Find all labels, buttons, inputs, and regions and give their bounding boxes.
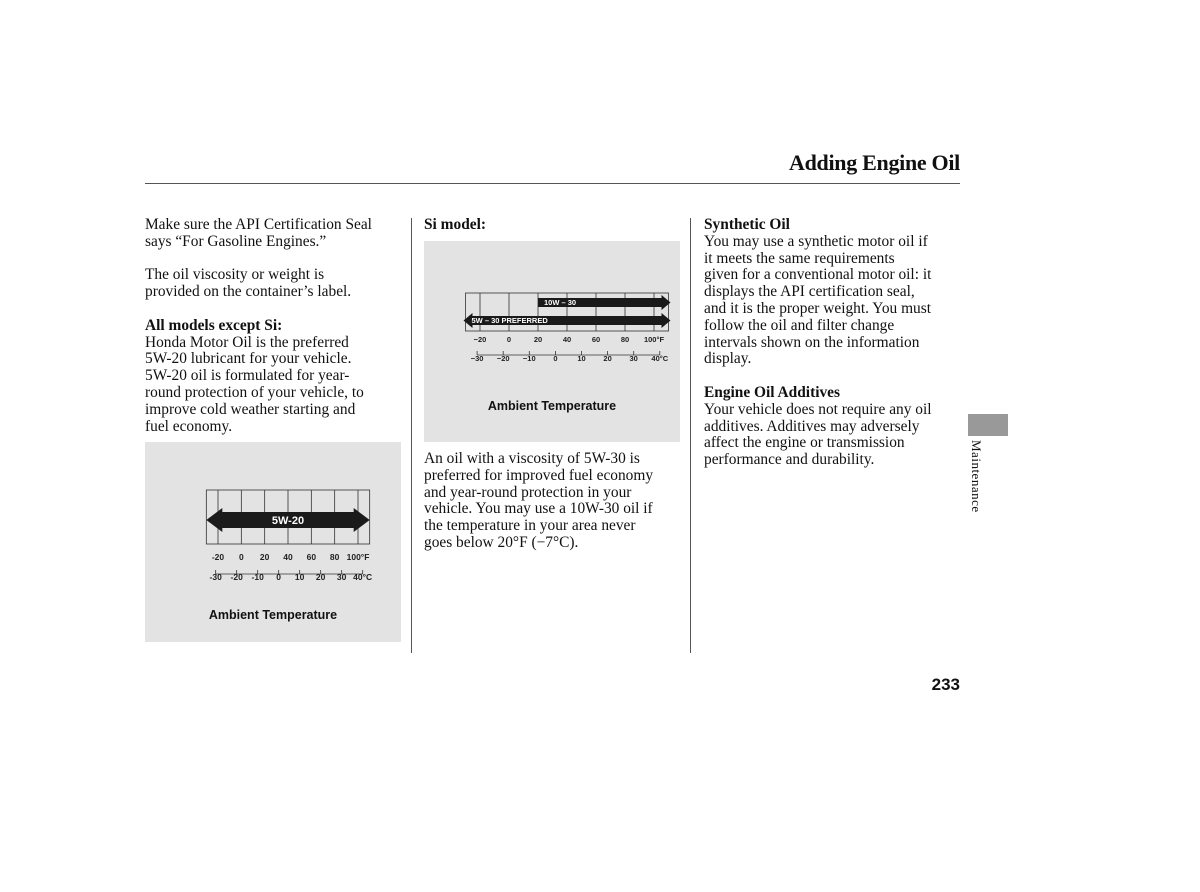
chart-tick-label-f: 0: [506, 335, 512, 344]
page-number: 233: [931, 675, 960, 694]
viscosity-chart-panel: [424, 241, 680, 442]
section-heading: Synthetic Oil: [704, 216, 790, 233]
chart-bar-label: 5W-20: [271, 514, 305, 527]
section-heading: Si model:: [424, 216, 486, 233]
chart-tick-label-c: -30: [209, 572, 222, 582]
paragraph: An oil with a viscosity of 5W-30 is preferred for improved fuel economy and year-round protection in your vehicle. You may use a 10W-30 oil if the temperature in your area never goes below 20°F (−7°C).: [424, 450, 654, 551]
chart-tick-label-c: 30: [629, 354, 638, 363]
chart-tick-label-f: 20: [259, 552, 270, 562]
chart-tick-label-c: 10: [294, 572, 305, 582]
chart-bar-label: 5W – 30 PREFERRED: [471, 316, 548, 326]
chart-tick-label-c: 20: [315, 572, 326, 582]
viscosity-chart-panel: [145, 442, 401, 642]
header-rule: [145, 183, 960, 184]
chart-bar-label: 10W – 30: [544, 298, 577, 308]
chart-tick-label-c: 0: [553, 354, 558, 363]
section-heading: Engine Oil Additives: [704, 383, 840, 401]
section-tab-label: Maintenance: [969, 440, 984, 513]
paragraph: Your vehicle does not require any oil additives. Additives may adversely affect the engine or transmission performance and durability.: [704, 400, 932, 469]
chart-tick-label-f: 60: [591, 335, 601, 344]
chart-tick-label-f: -20: [211, 552, 225, 562]
chart-tick-label-c: 30: [336, 572, 347, 582]
section-tab: [968, 414, 1008, 436]
chart-tick-label-c: 20: [603, 354, 612, 363]
chart-tick-label-f: 40: [283, 552, 293, 562]
paragraph: The oil viscosity or weight is provided on the container’s label.: [145, 266, 352, 301]
chart-tick-label-f: 100°F: [643, 335, 665, 344]
chart-tick-label-c: 10: [577, 354, 586, 363]
column-divider: [690, 218, 691, 653]
column-2-body: [424, 451, 686, 552]
section-heading: All models except Si:: [145, 316, 283, 334]
chart-tick-label-f: 80: [620, 335, 630, 344]
column-1: [145, 217, 405, 435]
chart-tick-label-c: 40°C: [353, 572, 373, 582]
column-3: [704, 217, 964, 469]
chart-tick-label-f: 40: [562, 335, 572, 344]
chart-tick-label-f: −20: [473, 335, 487, 344]
page-title: Adding Engine Oil: [789, 150, 960, 175]
chart-tick-label-c: 40°C: [651, 354, 669, 363]
chart-tick-label-f: 100°F: [346, 552, 370, 562]
paragraph: Honda Motor Oil is the preferred 5W-20 lubricant for your vehicle. 5W-20 oil is formulated for year- round protection of your vehicle, to improve cold weather starting and fuel economy.: [145, 333, 364, 435]
chart-tick-label-f: 0: [238, 552, 244, 562]
chart-tick-label-c: −20: [496, 354, 510, 363]
chart-caption: Ambient Temperature: [208, 608, 338, 622]
column-divider: [411, 218, 412, 653]
chart-tick-label-c: -10: [251, 572, 264, 582]
chart-caption: Ambient Temperature: [487, 399, 617, 413]
paragraph: You may use a synthetic motor oil if it meets the same requirements given for a conventional motor oil: it displays the API certification seal, and it is the proper weight. You must follow the oil and filter change intervals shown on the information display.: [704, 232, 932, 368]
chart-tick-label-c: −30: [470, 354, 484, 363]
chart-tick-label-f: 20: [533, 335, 543, 344]
chart-tick-label-c: −10: [522, 354, 536, 363]
chart-tick-label-c: -20: [230, 572, 243, 582]
paragraph: Make sure the API Certification Seal says “For Gasoline Engines.”: [145, 216, 372, 250]
column-2: [424, 217, 684, 234]
chart-tick-label-f: 80: [329, 552, 340, 562]
chart-tick-label-f: 60: [306, 552, 317, 562]
chart-tick-label-c: 0: [276, 572, 282, 582]
